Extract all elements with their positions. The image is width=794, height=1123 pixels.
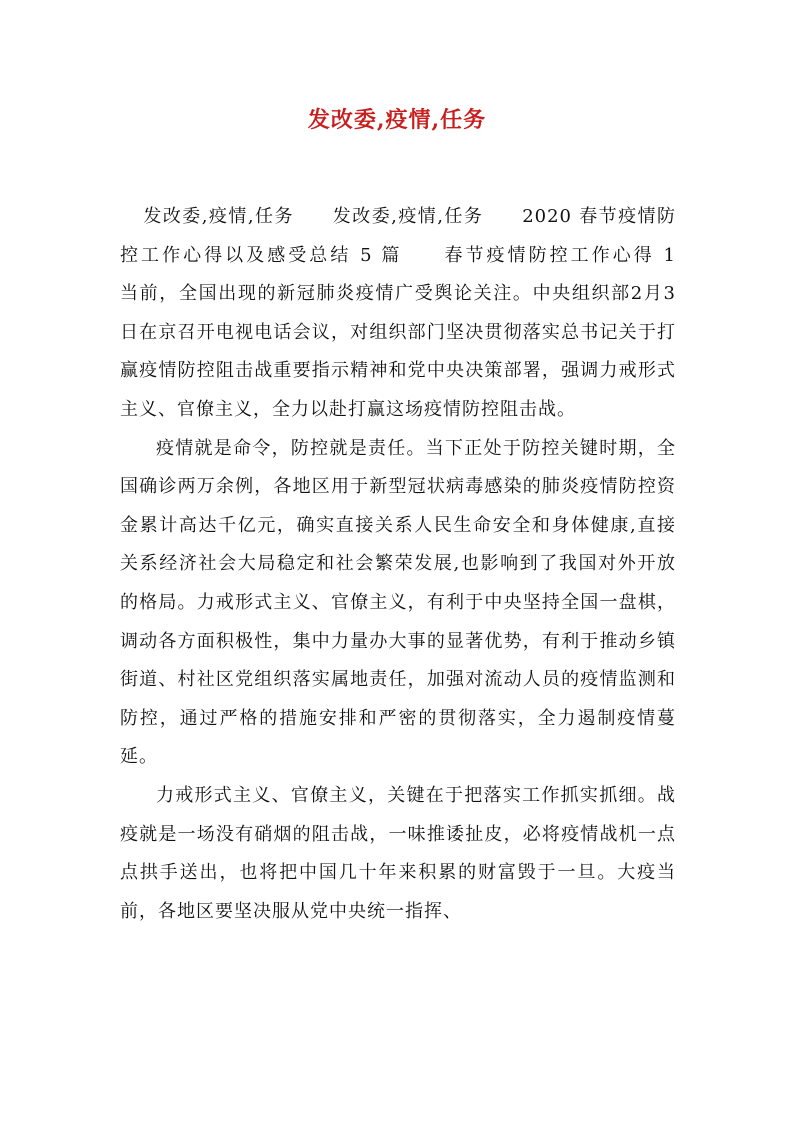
document-body (120, 198, 714, 931)
paragraph-2: 疫情就是命令，防控就是责任。当下正处于防控关键时期，全国确诊两万余例，各地区用于新型冠状病毒感染的肺炎疫情防控资金累计高达千亿元，确实直接关系人民生命安全和身体健康,直接关系经济社会大局稳定和社会繁荣发展,也影响到了我国对外开放的格局。力戒形式主义、官僚主义，有利于中央坚持全国一盘棋，调动各方面积极性，集中力量办大事的显著优势，有利于推动乡镇街道、村社区党组织落实属地责任，加强对流动人员的疫情监测和防控，通过严格的措施安排和严密的贯彻落实，全力遏制疫情蔓延。 (120, 437, 676, 768)
document-title: 发改委,疫情,任务 (307, 107, 487, 133)
paragraph-1: 发改委,疫情,任务 发改委,疫情,任务 2020 春节疫情防控工作心得以及感受总结 5 篇 春节疫情防控工作心得 1 当前，全国出现的新冠肺炎疫情广受舆论关注。中央组织部2月3日在京召开电视电话会议，对组织部门坚决贯彻落实总书记关于打赢疫情防控阻击战重要指示精神和党中央决策部署，强调力戒形式主义、官僚主义，全力以赴打赢这场疫情防控阻击战。 (120, 206, 714, 420)
paragraph-3: 力戒形式主义、官僚主义，关键在于把落实工作抓实抓细。战疫就是一场没有硝烟的阻击战，一味推诿扯皮，必将疫情战机一点点拱手送出，也将把中国几十年来积累的财富毁于一旦。大疫当前，各地区要坚决服从党中央统一指挥、 (120, 784, 676, 922)
